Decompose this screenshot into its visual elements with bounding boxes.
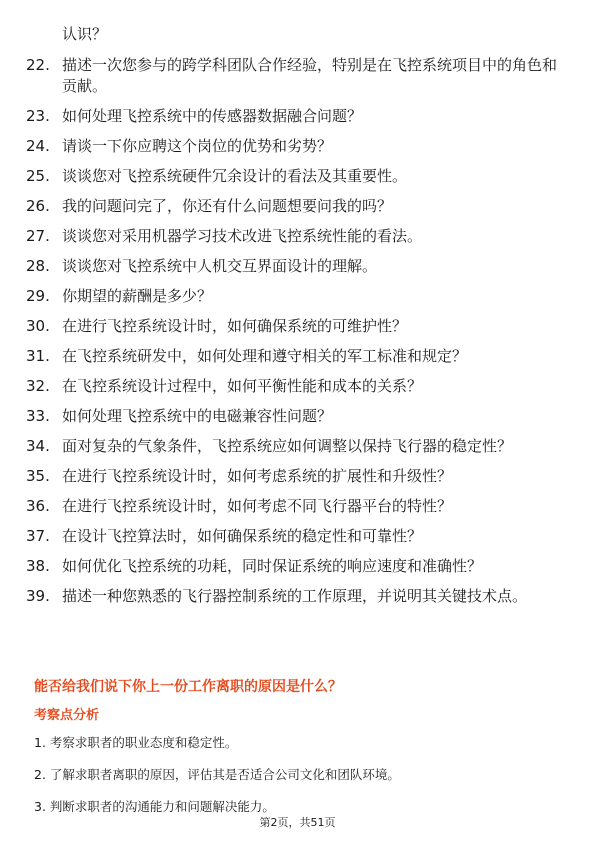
question-item: [26, 166, 571, 187]
question-text: 如何处理飞控系统中的传感器数据融合问题？: [62, 107, 363, 125]
question-item: [26, 376, 571, 397]
question-text: 谈谈您对飞控系统硬件冗余设计的看法及其重要性。: [62, 167, 408, 185]
question-item: [26, 226, 571, 247]
question-text: 在飞控系统设计过程中，如何平衡性能和成本的关系？: [62, 377, 423, 395]
question-text: 在进行飞控系统设计时，如何考虑不同飞行器平台的特性？: [62, 497, 453, 515]
question-number: 39.: [26, 587, 50, 605]
section-heading: 能否给我们说下你上一份工作离职的原因是什么？: [34, 679, 342, 695]
question-text: 描述一种您熟悉的飞行器控制系统的工作原理，并说明其关键技术点。: [62, 587, 528, 605]
question-text: 请谈一下你应聘这个岗位的优势和劣势？: [62, 137, 333, 155]
question-text: 在飞控系统研发中，如何处理和遵守相关的军工标准和规定？: [62, 347, 468, 365]
question-text: 认识？: [62, 25, 108, 43]
question-number: 35.: [26, 467, 50, 485]
question-number: 25.: [26, 167, 50, 185]
question-text: 面对复杂的气象条件，飞控系统应如何调整以保持飞行器的稳定性？: [62, 437, 513, 455]
question-number: 29.: [26, 287, 50, 305]
question-item: [26, 106, 571, 127]
question-number: 24.: [26, 137, 50, 155]
analysis-point: 1. 考察求职者的职业态度和稳定性。: [34, 735, 238, 750]
question-item: [26, 496, 571, 517]
question-item: [26, 406, 571, 427]
question-item: [26, 286, 571, 307]
question-text: 在进行飞控系统设计时，如何确保系统的可维护性？: [62, 317, 408, 335]
question-number-blank: [26, 24, 62, 45]
question-number: 33.: [26, 407, 50, 425]
question-text: 如何处理飞控系统中的电磁兼容性问题？: [62, 407, 333, 425]
question-number: 37.: [26, 527, 50, 545]
question-text: 谈谈您对采用机器学习技术改进飞控系统性能的看法。: [62, 227, 423, 245]
question-item: [26, 556, 571, 577]
question-text: 描述一次您参与的跨学科团队合作经验，特别是在飞控系统项目中的角色和贡献。: [62, 56, 558, 95]
question-item: [26, 196, 571, 217]
question-text: 谈谈您对飞控系统中人机交互界面设计的理解。: [62, 257, 378, 275]
question-number: 36.: [26, 497, 50, 515]
question-text: 我的问题问完了，你还有什么问题想要问我的吗？: [62, 197, 393, 215]
question-number: 34.: [26, 437, 50, 455]
page-footer: 第2页，共51页: [259, 816, 336, 829]
question-number: 31.: [26, 347, 50, 365]
question-text: 如何优化飞控系统的功耗，同时保证系统的响应速度和准确性？: [62, 557, 483, 575]
question-item: [26, 466, 571, 487]
question-number: 30.: [26, 317, 50, 335]
question-text: 你期望的薪酬是多少？: [62, 287, 213, 305]
question-item: [26, 526, 571, 547]
question-item: [26, 256, 571, 277]
question-number: 32.: [26, 377, 50, 395]
question-list: [26, 24, 571, 616]
question-number: 26.: [26, 197, 50, 215]
question-text: 在设计飞控算法时，如何确保系统的稳定性和可靠性？: [62, 527, 423, 545]
analysis-heading: 考察点分析: [34, 708, 100, 723]
question-item: [26, 436, 571, 457]
analysis-point: 2. 了解求职者离职的原因，评估其是否适合公司文化和团队环境。: [34, 767, 400, 782]
question-item: [26, 316, 571, 337]
question-number: 28.: [26, 257, 50, 275]
analysis-point: 3. 判断求职者的沟通能力和问题解决能力。: [34, 799, 275, 814]
question-continuation: [26, 24, 571, 45]
question-number: 22.: [26, 56, 50, 74]
question-item: [26, 346, 571, 367]
question-number: 27.: [26, 227, 50, 245]
question-item: [26, 586, 571, 607]
question-number: 23.: [26, 107, 50, 125]
question-number: 38.: [26, 557, 50, 575]
question-text: 在进行飞控系统设计时，如何考虑系统的扩展性和升级性？: [62, 467, 453, 485]
question-item: [26, 55, 571, 97]
question-item: [26, 136, 571, 157]
